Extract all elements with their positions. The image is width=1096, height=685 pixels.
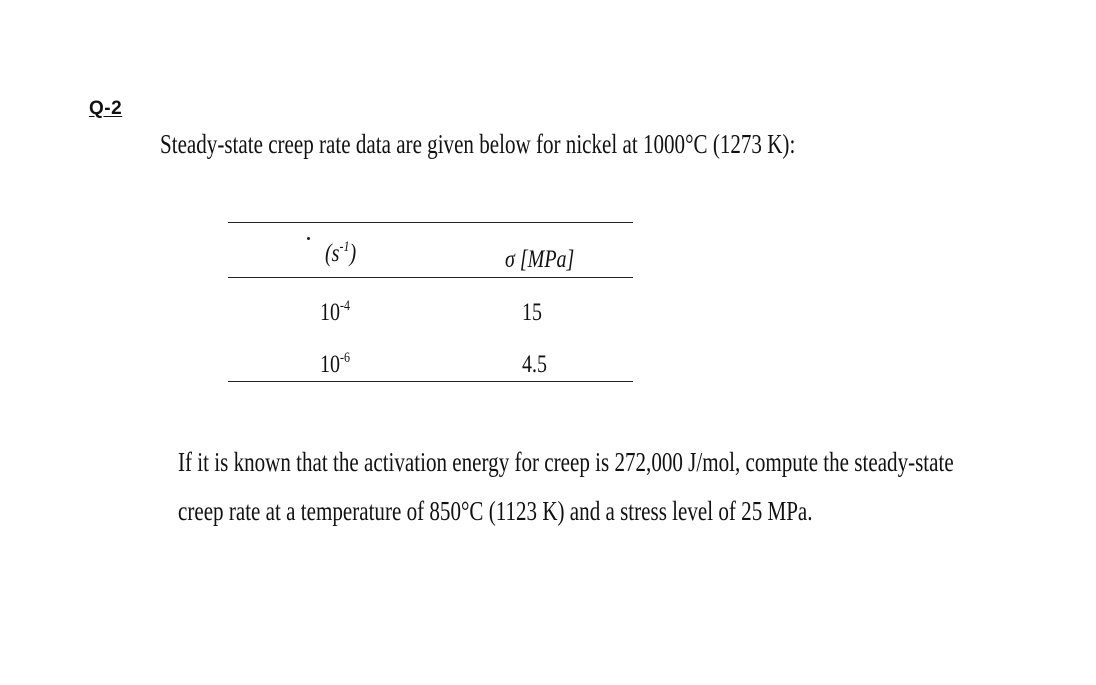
question-intro: Steady-state creep rate data are given below for nickel at 1000°C (1273 K): [160, 129, 796, 159]
question-label: Q-2 [89, 98, 123, 119]
header-stress: σ [MPa] [505, 246, 575, 273]
creep-rate-dot-symbol [307, 237, 310, 240]
table-row-2-stress: 4.5 [522, 351, 547, 378]
header-creep-rate-unit: $(s^{-1})$ [325, 239, 357, 267]
table-bottom-rule [228, 381, 633, 382]
table-row-1-stress: 15 [522, 299, 542, 326]
table-row-2-rate: $10^{-6}$ [320, 350, 350, 378]
question-paragraph-line-1: If it is known that the activation energy for creep is 272,000 J/mol, compute the steady-state [178, 447, 954, 477]
table-row-1-rate: $10^{-4}$ [320, 298, 350, 326]
table-header-rule [228, 277, 633, 278]
question-paragraph-line-2: creep rate at a temperature of 850°C (1123 K) and a stress level of 25 MPa. [178, 496, 813, 526]
table-top-rule [228, 222, 633, 223]
